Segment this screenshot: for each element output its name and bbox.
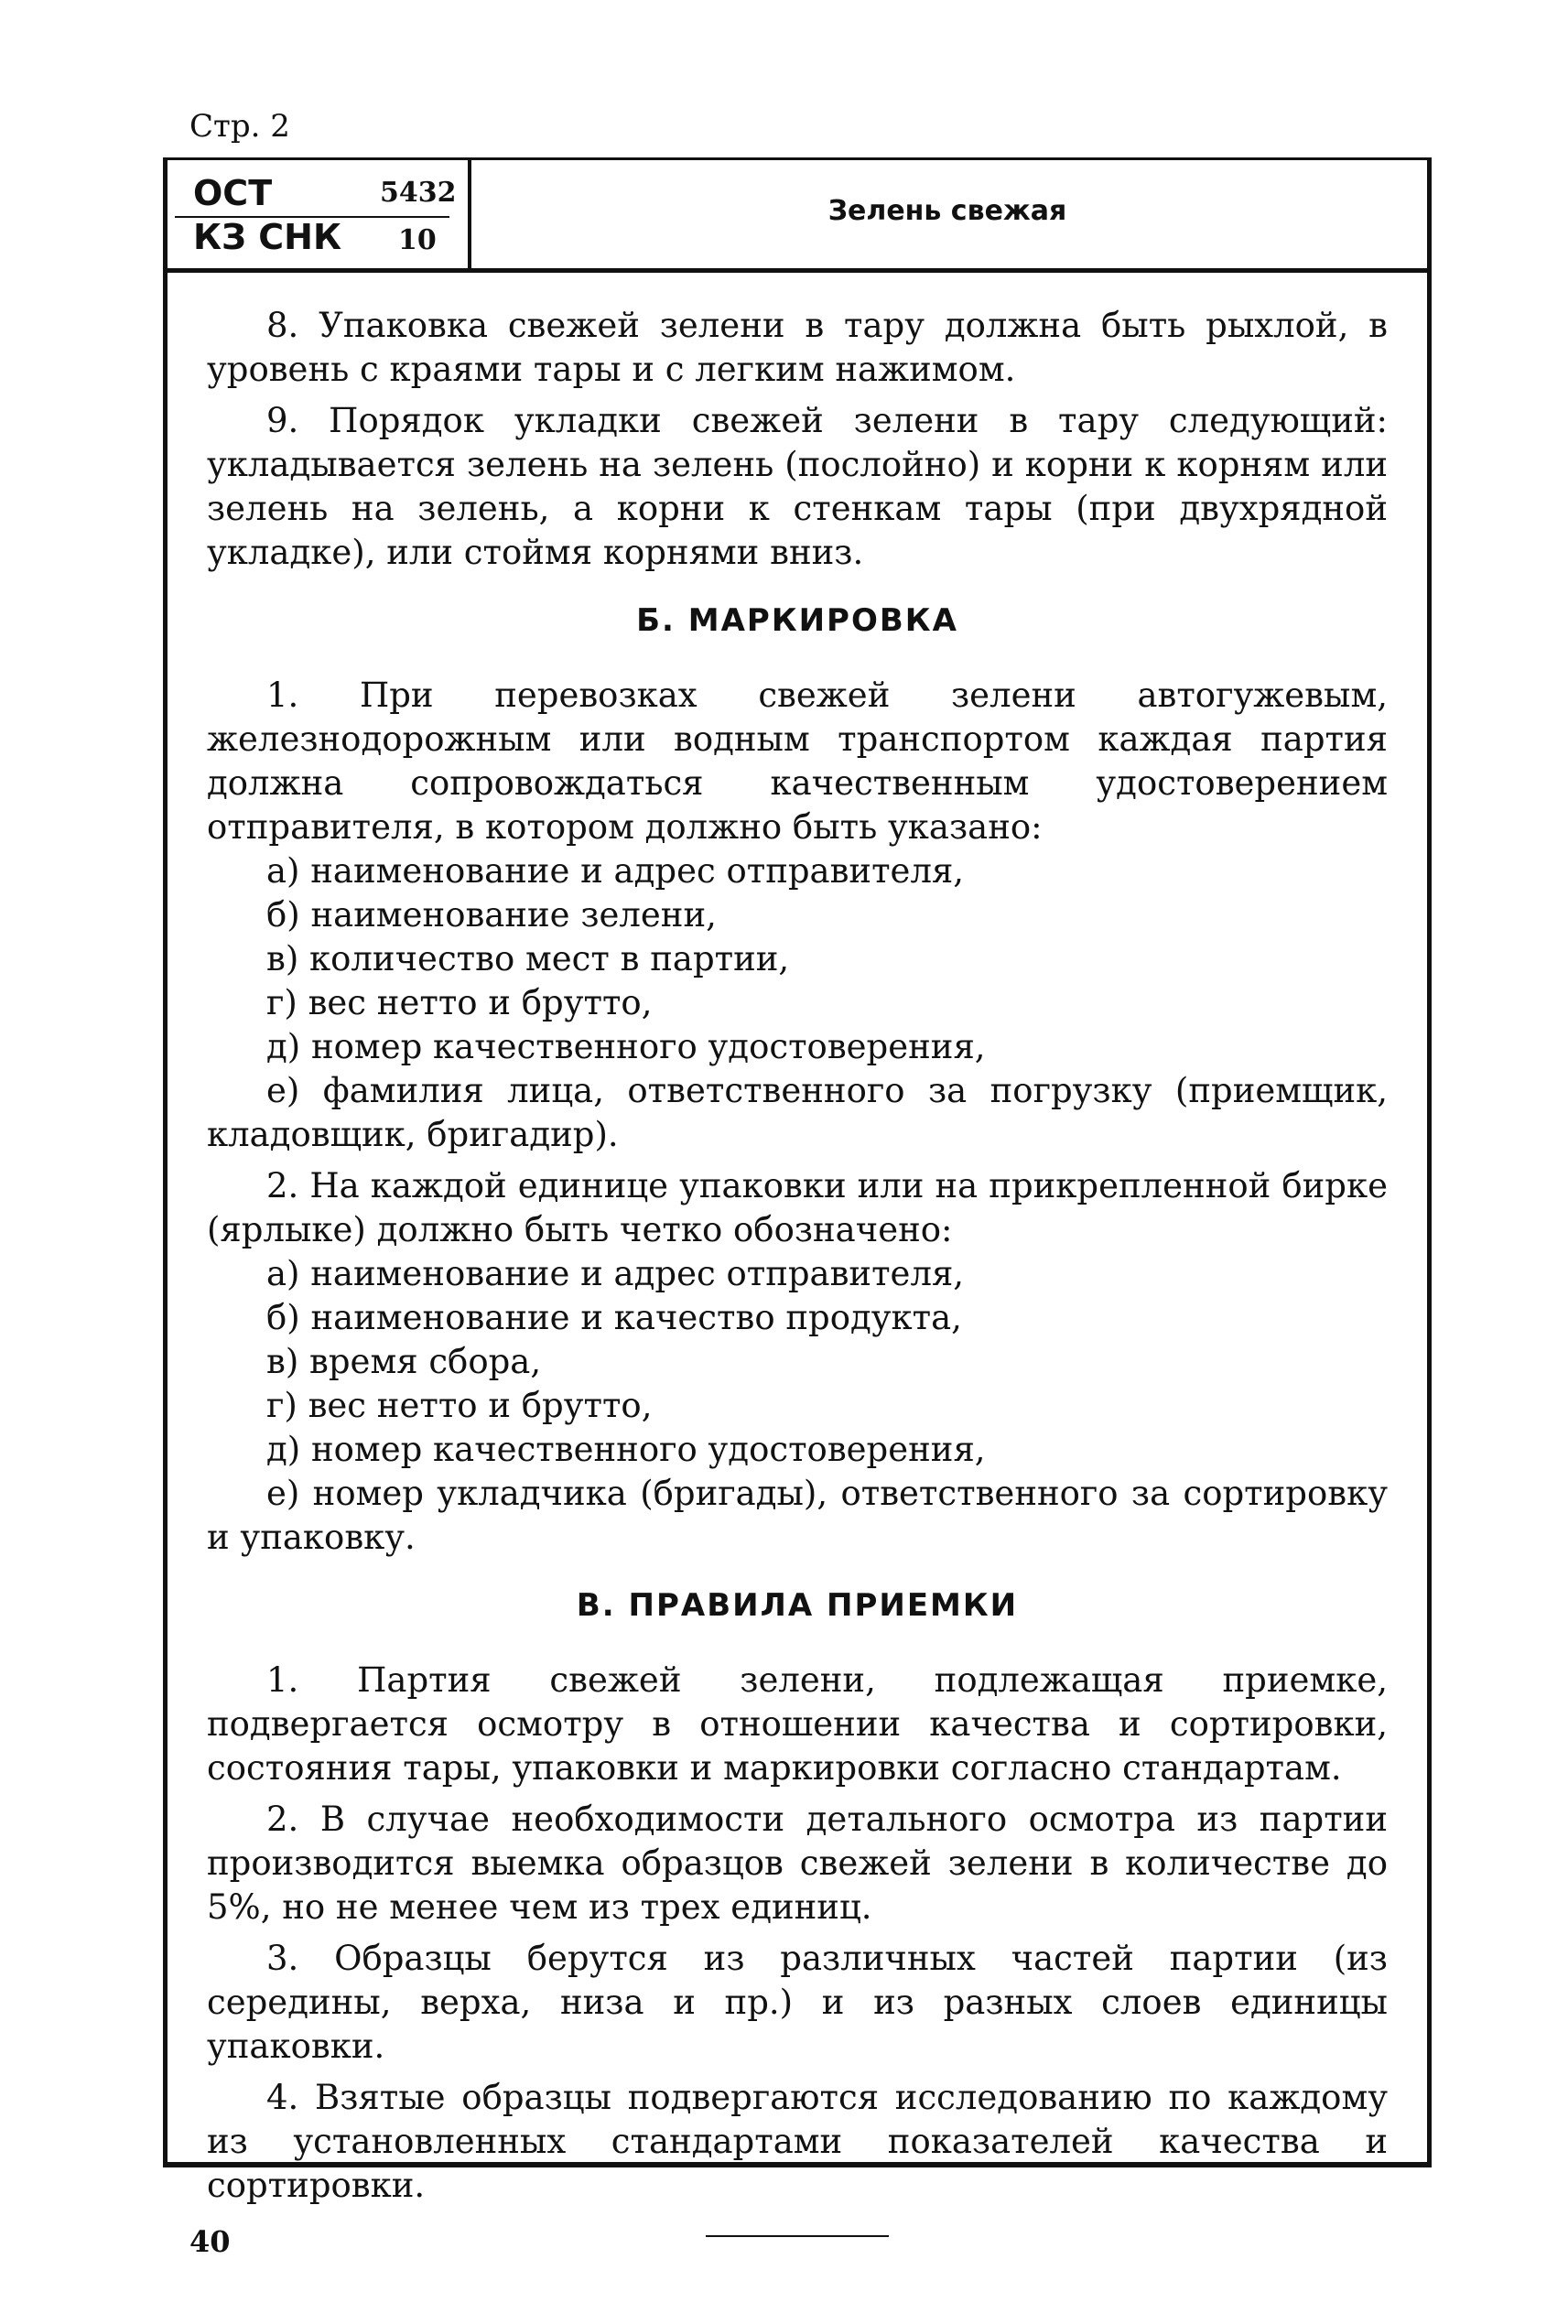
page-label: Стр. 2	[189, 108, 290, 145]
list-item: д) номер качественного удостоверения,	[266, 1430, 986, 1469]
paragraph: 8. Упаковка свежей зелени в тару должна быть рыхлой, в уровень с краями тары и с легким нажимом.	[207, 306, 1388, 389]
section-heading-marking: Б. МАРКИРОВКА	[636, 602, 958, 639]
list-item: а) наименование и адрес отправителя,	[266, 851, 965, 891]
code-top-right: 5432	[380, 177, 457, 209]
page-frame	[163, 157, 1432, 2205]
standard-header	[168, 160, 1427, 273]
document-title: Зелень свежая	[827, 195, 1067, 227]
paragraph: 2. На каждой единице упаковки или на прикрепленной бирке (ярлыке) должно быть четко обозначено:	[207, 1166, 1388, 1249]
page-number: 40	[189, 2224, 231, 2259]
paragraph: 9. Порядок укладки свежей зелени в тару следующий: укладывается зелень на зелень (послойно) и корни к корням или зелень на зелень, а корни к стенкам тары (при двухрядной укладке), или стоймя корнями вниз.	[207, 401, 1388, 572]
standard-code	[168, 160, 471, 268]
list-item: е) фамилия лица, ответственного за погрузку (приемщик, кладовщик, бригадир).	[207, 1071, 1388, 1154]
paragraph: 1. При перевозках свежей зелени автогужевым, железнодорожным или водным транспортом каждая партия должна сопровождаться качественным удостоверением отправителя, в котором должно быть указано:	[207, 676, 1388, 847]
paragraph: 4. Взятые образцы подвергаются исследованию по каждому из установленных стандартами показателей качества и сортировки.	[207, 2078, 1388, 2205]
paragraph: 3. Образцы берутся из различных частей партии (из середины, верха, низа и пр.) и из разных слоев единицы упаковки.	[207, 1939, 1388, 2066]
code-top-left: ОСТ	[193, 173, 273, 213]
paragraph: 2. В случае необходимости детального осмотра из партии производится выемка образцов свежей зелени в количестве до 5%, но не менее чем из трех единиц.	[207, 1800, 1388, 1927]
paragraph: 1. Партия свежей зелени, подлежащая приемке, подвергается осмотру в отношении качества и сортировки, состояния тары, упаковки и маркировки согласно стандартам.	[207, 1660, 1388, 1788]
list-item: г) вес нетто и брутто,	[266, 983, 653, 1022]
list-item: в) количество мест в партии,	[266, 939, 790, 978]
list-item: б) наименование и качество продукта,	[266, 1298, 962, 1337]
list-item: б) наименование зелени,	[266, 895, 717, 935]
code-bottom-right: 10	[398, 224, 437, 256]
section-heading-acceptance: В. ПРАВИЛА ПРИЕМКИ	[576, 1587, 1019, 1624]
list-item: г) вес нетто и брутто,	[266, 1386, 653, 1425]
body-text	[207, 304, 1388, 2237]
code-bottom-left: КЗ СНК	[193, 217, 342, 257]
list-item: в) время сбора,	[266, 1342, 542, 1381]
end-rule	[706, 2235, 889, 2237]
list-item: е) номер укладчика (бригады), ответственного за сортировку и упаковку.	[207, 1474, 1388, 1557]
list-item: а) наименование и адрес отправителя,	[266, 1254, 965, 1293]
list-item: д) номер качественного удостоверения,	[266, 1027, 986, 1066]
